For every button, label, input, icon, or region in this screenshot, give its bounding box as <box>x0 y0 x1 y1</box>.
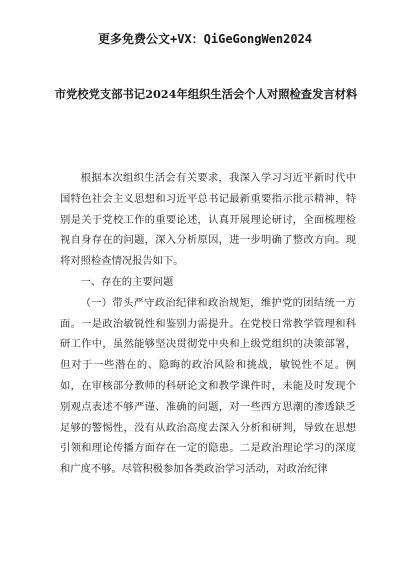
document-body <box>60 168 356 480</box>
section-heading: 一、存在的主要问题 <box>80 275 174 288</box>
intro-paragraph: 根据本次组织生活会有关要求，我深入学习习近平新时代中国特色社会主义思想和习近平总书记最新重要指示批示精神，特别是关于党校工作的重要论述，认真开展理论研讨，全面梳理检视自身存在的问题，深入分析原因，进一步明确了整改方向。现将对照检查情况报告如下。 <box>60 172 356 268</box>
header-watermark: 更多免费公文+VX：QiGeGongWen2024 <box>97 32 313 46</box>
document-title: 市党校党支部书记2024年组织生活会个人对照检查发言材料 <box>54 87 358 101</box>
body-paragraph: （一）带头严守政治纪律和政治规矩，维护党的团结统一方面。一是政治敏锐性和鉴别力需提升。在党校日常教学管理和科研工作中，虽然能够坚决贯彻党中央和上级党组织的决策部署，但对于一些潜在的、隐晦的政治风险和挑战，敏锐性不足。例如，在审核部分教师的科研论文和教学课件时，未能及时发现个别观点表述不够严谨、准确的问题，对一些西方思潮的渗透缺乏足够的警惕性，没有从政治高度去深入分析和研判，导致在思想引领和理论传播方面存在一定的隐患。二是政治理论学习的深度和广度不够。尽管积极参加各类政治学习活动，对政治纪律 <box>60 296 356 476</box>
